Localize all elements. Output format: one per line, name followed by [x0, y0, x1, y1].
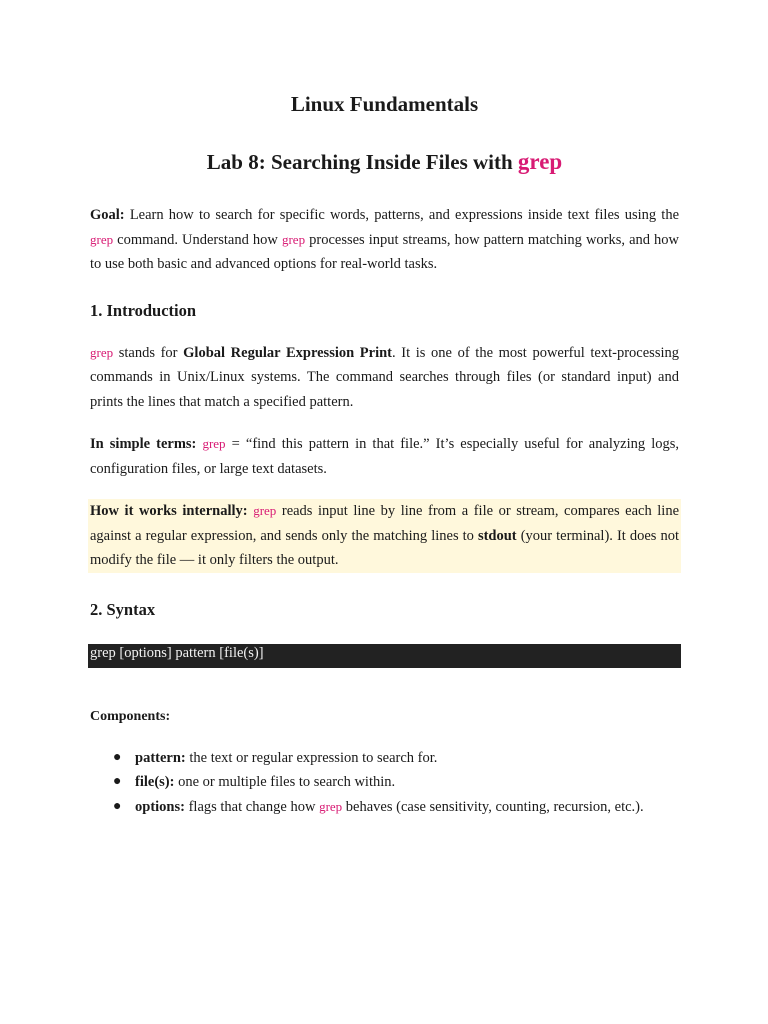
list-item-inline-code: grep	[319, 798, 343, 814]
document-content	[90, 90, 679, 819]
goal-inline-code-2: grep	[281, 231, 306, 247]
how-it-works-text-2: (your terminal). It does not modify the file — it only filters the output.	[90, 527, 679, 568]
goal-label: Goal:	[90, 207, 125, 223]
goal-inline-code-1: grep	[90, 231, 114, 247]
intro-inline-code: grep	[90, 344, 114, 360]
intro-paragraph	[90, 341, 679, 415]
how-it-works-label: How it works internally:	[90, 503, 248, 519]
how-it-works-inline-code: grep	[253, 503, 277, 518]
simple-terms-label: In simple terms:	[90, 436, 197, 452]
intro-text-2: . It is one of the most powerful text-processing commands in Unix/Linux systems. The command searches through files (or standard input) and prints the lines that match a specified pattern.	[90, 344, 679, 410]
how-it-works-text-1: reads input line by line from a file or stream, compares each line against a regular expression, and sends only the matching lines to	[90, 503, 680, 544]
section-heading-syntax: 2. Syntax	[90, 599, 156, 619]
components-label: Components:	[90, 708, 171, 724]
components-list	[90, 746, 679, 820]
section-heading-introduction: 1. Introduction	[90, 300, 197, 320]
list-item-text: one or multiple files to search within.	[178, 774, 396, 790]
list-item-text: flags that change how	[188, 798, 316, 815]
goal-paragraph	[90, 203, 679, 277]
syntax-code-block: grep [options] pattern [file(s)]	[88, 644, 681, 668]
bullet-icon: ●	[113, 774, 122, 789]
goal-text-1: Learn how to search for specific words, patterns, and expressions inside text files using the	[129, 207, 680, 223]
list-item	[113, 746, 679, 771]
lab-title-command: grep	[517, 149, 563, 174]
stdout-term: stdout	[477, 527, 517, 544]
bullet-icon: ●	[113, 798, 122, 814]
lab-title-text: Lab 8: Searching Inside Files with	[206, 150, 513, 174]
list-item-label: file(s):	[135, 774, 175, 790]
list-item-text: the text or regular expression to search for.	[189, 749, 438, 766]
bullet-icon: ●	[113, 749, 122, 765]
goal-text-3: processes input streams, how pattern matching works, and how to use both basic and advanced options for real-world tasks.	[90, 231, 680, 272]
list-item-label: options:	[135, 798, 185, 815]
simple-terms-text: = “find this pattern in that file.” It’s especially useful for analyzing logs, configuration files, or large text datasets.	[90, 436, 680, 477]
list-item	[113, 795, 679, 820]
simple-terms-paragraph	[90, 432, 679, 481]
intro-bold-term: Global Regular Expression Print	[183, 344, 393, 361]
list-item-text: behaves (case sensitivity, counting, recursion, etc.).	[345, 798, 644, 815]
list-item	[113, 770, 679, 795]
how-it-works-callout	[88, 499, 681, 573]
lab-title	[90, 148, 679, 176]
course-title: Linux Fundamentals	[290, 92, 479, 116]
goal-text-2: command. Understand how	[117, 231, 278, 248]
intro-text-1: stands for	[118, 344, 178, 361]
simple-terms-inline-code: grep	[202, 436, 226, 451]
list-item-label: pattern:	[135, 749, 186, 766]
